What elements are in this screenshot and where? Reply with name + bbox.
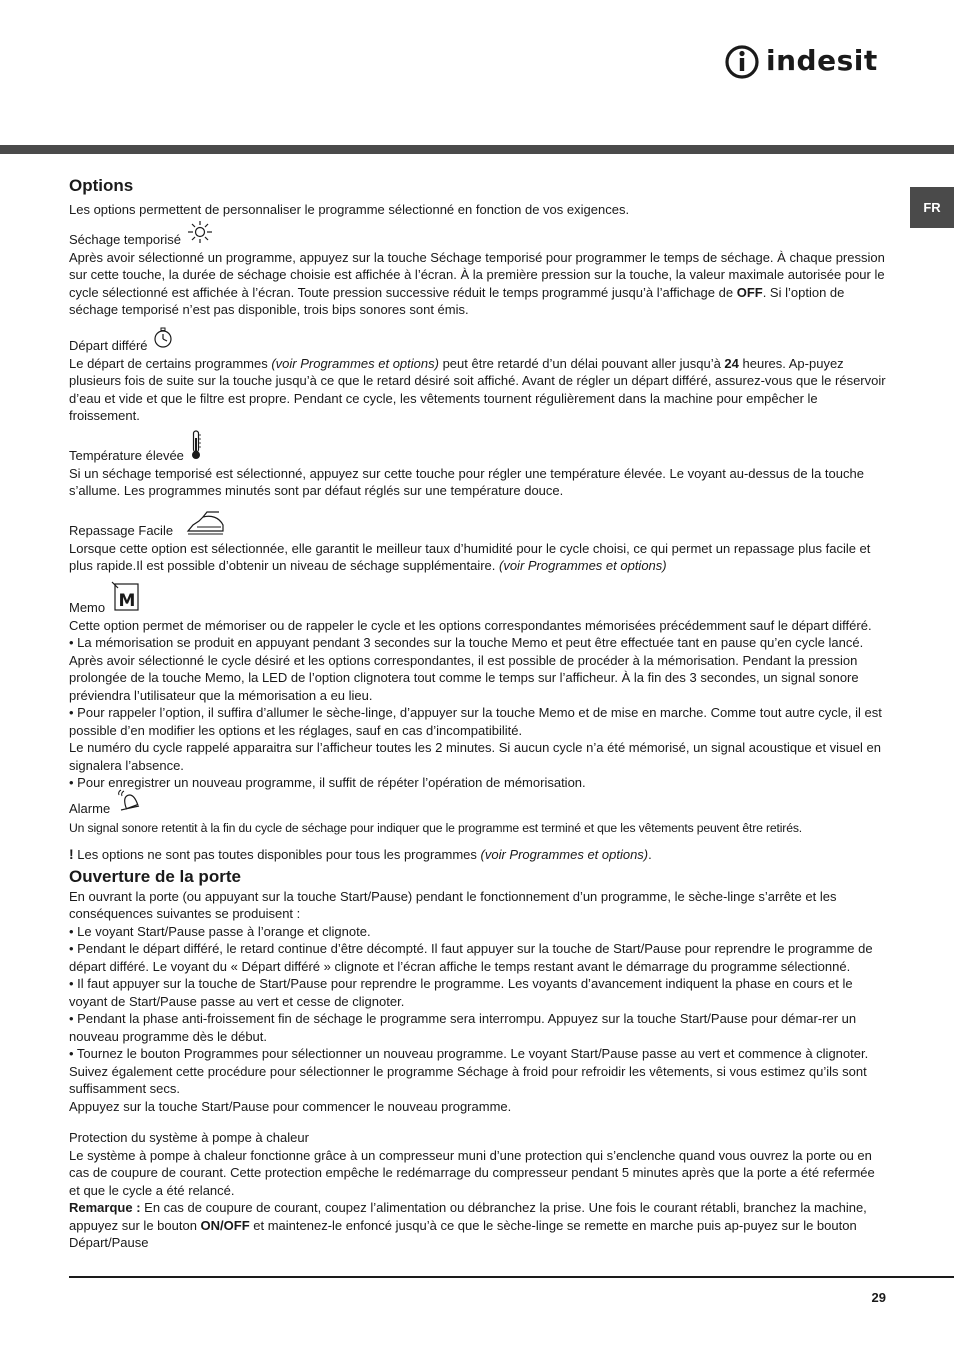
brand-logo — [725, 40, 878, 82]
ouverture-end: Appuyez sur la touche Start/Pause pour commencer le nouveau programme. — [69, 1098, 512, 1114]
protection-label: Protection du système à pompe à chaleur — [69, 1130, 309, 1145]
timer-icon — [153, 326, 173, 355]
memo-text-4: Le numéro du cycle rappelé apparaitra sur l’afficheur toutes les 2 minutes. Si aucun cycle n’a été mémorisé, un signal acoustique et visuel en signalera l’absence. — [69, 740, 881, 773]
bell-icon — [115, 789, 143, 818]
temperature-label: Température élevée — [69, 448, 184, 463]
ouverture-bullet-2: • Pendant le départ différé, le retard continue d’être décompté. Il faut appuyer sur la touche de Start/Pause pour reprendre le programme de départ différé. Le voyant du « Départ différé » clignote et l’écran affiche le temps restant avant le démarrage du programme sélectionné. — [69, 941, 873, 974]
repassage-label: Repassage Facile — [69, 523, 174, 538]
memo-text-5: • Pour enregistrer un nouveau programme, il suffit de répéter l’opération de mémorisation. — [69, 775, 586, 790]
memo-text-3: • Pour rappeler l’option, il suffira d’allumer le sèche-linge, d’appuyer sur la touche Memo et de mise en marche. Comme tout autre cycle, il est possible d’en modifier les options et les réglages, sauf en cas d’incompatibilité. — [69, 705, 882, 738]
header-divider-bar — [0, 145, 954, 154]
alarme-text: Un signal sonore retentit à la fin du cycle de séchage pour indiquer que le programme est terminé et que les vêtements peuvent être retirés. — [69, 820, 803, 835]
protection-text: Le système à pompe à chaleur fonctionne grâce à un compresseur muni d’une protection qui s’enclenche quand vous ouvrez la porte ou en cas de coupure de courant. Cette protection empêche le redémarrage du compresseur pendant 5 minutes après que la porte a été refermée et que le cycle a été relancé. — [69, 1147, 875, 1198]
depart-subheading — [69, 329, 889, 355]
depart-text: Le départ de certains programmes (voir Programmes et options) peut être retardé d’un délai pouvant aller jusqu’à 24 heures. Ap-puyez plusieurs fois de suite sur la touche jusqu’à ce que le retard désiré soit affiché. Avant de régler un départ différé, assurez-vous que le réservoir d’eau et vide et que le filtre est propre. Pendant ce cycle, les vêtements tournent régulièrement dans la machine pour empêcher le froissement. — [69, 355, 886, 423]
memo-text-2: • La mémorisation se produit en appuyant pendant 3 secondes sur la touche Memo et peut être effectuée tant en pause qu’en cycle lancé. Après avoir sélectionné le cycle désiré et les options correspondantes, il est possible de procéder à la mémorisation. Pendant la pression prolongée de la touche Memo, la LED de l’option clignotera tout comme le temps sur l’afficheur. À la fin des 3 secondes, un signal sonore préviendra l’utilisateur que la mémorisation a eu lieu. — [69, 635, 864, 703]
memo-text-1: Cette option permet de mémoriser ou de rappeler le cycle et les options correspondantes mémorisées précédemment sauf le départ différé. — [69, 617, 872, 633]
ouverture-bullet-3: • Il faut appuyer sur la touche de Start/Pause pour reprendre le programme. Les voyants d’avancement indiquent la phase en cours et le voyant de Start/Pause passe au vert et cesse de clignoter. — [69, 976, 853, 1009]
sechage-subheading — [69, 223, 889, 249]
thermometer-icon — [189, 430, 203, 465]
options-intro: Les options permettent de personnaliser le programme sélectionné en fonction de vos exigences. — [69, 202, 630, 217]
page-number: 29 — [871, 1290, 886, 1305]
depart-label: Départ différé — [69, 338, 148, 353]
temperature-text: Si un séchage temporisé est sélectionné, appuyez sur cette touche pour régler une température élevée. Le voyant au-dessus de la touche s’allume. Les programmes minutés sont par défaut réglés sur une température douce. — [69, 465, 864, 498]
svg-text:M: M — [118, 591, 136, 611]
alarme-label: Alarme — [69, 801, 111, 816]
repassage-subheading — [69, 510, 889, 540]
ouverture-intro: En ouvrant la porte (ou appuyant sur la touche Start/Pause) pendant le fonctionnement d’un programme, le sèche-linge s’arrête et les conséquences suivantes se produisent : — [69, 888, 837, 921]
memo-icon — [110, 580, 140, 617]
protection-remark: Remarque : En cas de coupure de courant, coupez l’alimentation ou débranchez la prise. Une fois le courant rétabli, branchez la machine, appuyez sur le bouton ON/OFF et maintenez-le enfoncé jusqu’à ce que le sèche-linge se remette en marche puis ap-puyez sur le bouton Départ/Pause — [69, 1200, 867, 1250]
page-content — [69, 174, 889, 1252]
repassage-text: Lorsque cette option est sélectionnée, elle garantit le meilleur taux d’humidité pour le cycle choisi, ce qui permet un repassage plus facile et plus rapide.Il est possible d’obtenir un niveau de séchage supplémentaire. (voir Programmes et options) — [69, 540, 871, 573]
temperature-subheading — [69, 435, 889, 465]
memo-label: Memo — [69, 600, 106, 615]
memo-subheading — [69, 585, 889, 617]
sechage-text: Après avoir sélectionné un programme, appuyez sur la touche Séchage temporisé pour programmer le temps de séchage. À chaque pression sur cette touche, la durée de séchage choisie est affichée à l’écran. À la première pression sur la touche, la valeur maximale autorisée pour le cycle sélectionné est affichée à l’écran. Toute pression successive réduit le temps programmé jusqu’à l’affichage de OFF. Si l’option de séchage temporisé n’est pas disponible, trois bips sonores sont émis. — [69, 249, 885, 317]
options-warning: ! Les options ne sont pas toutes disponibles pour tous les programmes (voir Programmes et options). — [69, 846, 652, 862]
language-tab: FR — [910, 187, 954, 228]
footer-divider — [69, 1276, 954, 1278]
alarme-subheading — [69, 792, 889, 818]
ouverture-bullet-5: • Tournez le bouton Programmes pour sélectionner un nouveau programme. Le voyant Start/Pause passe au vert et commence à clignoter. Suivez également cette procédure pour sélectionner le programme Séchage à froid pour refroidir les vêtements, si vous estimez qu’ils sont suffisamment secs. — [69, 1046, 869, 1096]
brand-name: indesit — [766, 44, 878, 77]
sechage-label: Séchage temporisé — [69, 232, 182, 247]
indesit-logo-icon — [725, 41, 759, 81]
ouverture-bullet-4: • Pendant la phase anti-froissement fin de séchage le programme sera interrompu. Appuyez sur la touche Start/Pause pour démar-rer un nouveau programme dès le début. — [69, 1011, 857, 1044]
ouverture-heading: Ouverture de la porte — [69, 866, 241, 886]
ouverture-bullet-1: • Le voyant Start/Pause passe à l’orange et clignote. — [69, 923, 371, 939]
options-heading: Options — [69, 176, 134, 195]
iron-icon — [185, 509, 227, 540]
sun-icon — [186, 220, 214, 249]
